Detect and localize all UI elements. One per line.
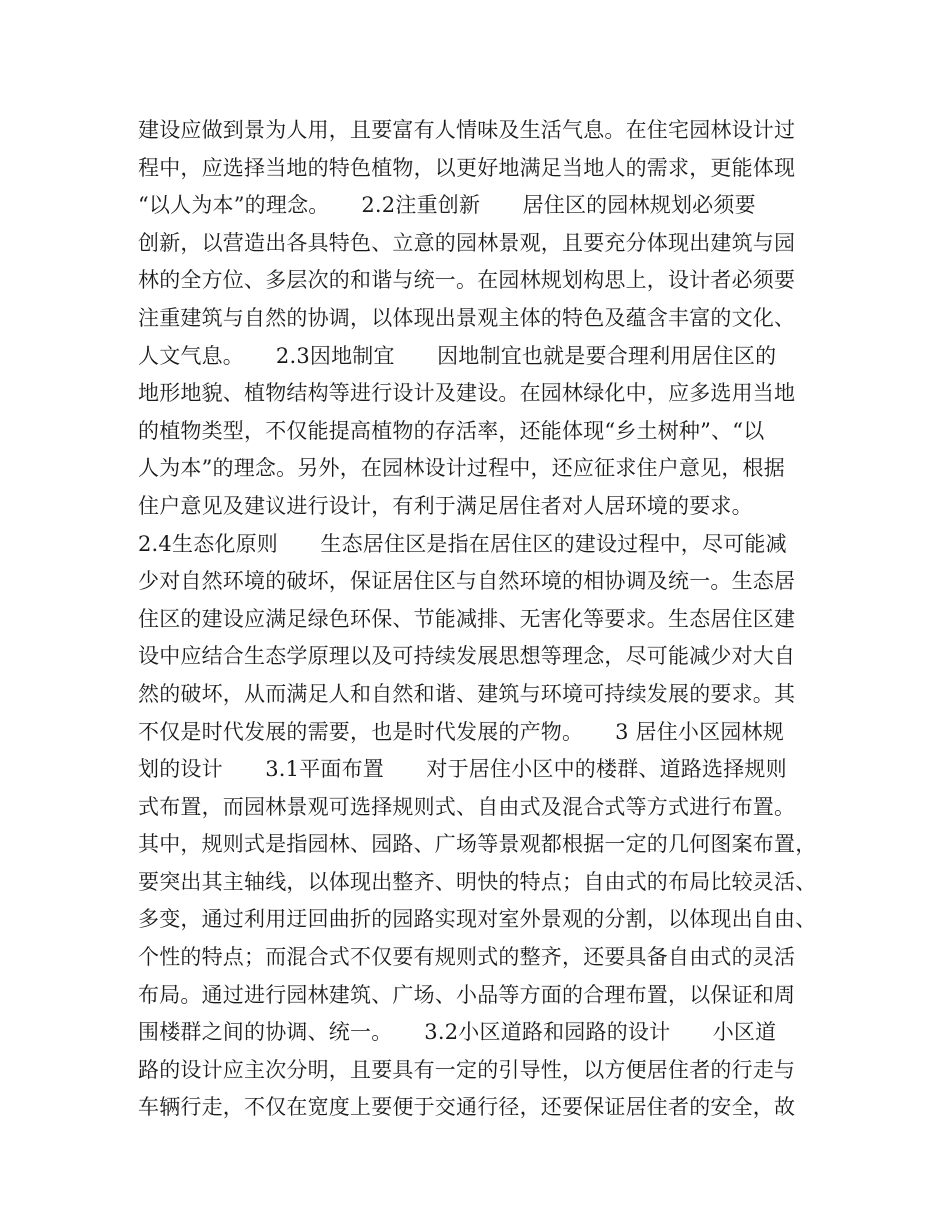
text-line: “以人为本”的理念。 2.2注重创新 居住区的园林规划必须要 <box>138 193 756 218</box>
text-line: 个性的特点；而混合式不仅要有规则式的整齐，还要具备自由式的灵活 <box>138 945 796 970</box>
text-line: 人文气息。 2.3因地制宜 因地制宜也就是要合理利用居住区的 <box>138 343 777 368</box>
text-line: 然的破坏，从而满足人和自然和谐、建筑与环境可持续发展的要求。其 <box>138 681 796 706</box>
text-line: 人为本”的理念。另外，在园林设计过程中，还应征求住户意见，根据 <box>138 456 785 481</box>
text-line: 设中应结合生态学原理以及可持续发展思想等理念，尽可能减少对大自 <box>138 644 796 669</box>
text-line: 布局。通过进行园林建筑、广场、小品等方面的合理布置，以保证和周 <box>138 982 796 1007</box>
text-line: 路的设计应主次分明，且要具有一定的引导性，以方便居住者的行走与 <box>138 1057 796 1082</box>
text-line: 划的设计 3.1平面布置 对于居住小区中的楼群、道路选择规则 <box>138 757 787 782</box>
text-line: 程中，应选择当地的特色植物，以更好地满足当地人的需求，更能体现 <box>138 155 796 180</box>
text-line: 创新，以营造出各具特色、立意的园林景观，且要充分体现出建筑与园 <box>138 230 796 255</box>
text-line: 林的全方位、多层次的和谐与统一。在园林规划构思上，设计者必须要 <box>138 268 796 293</box>
text-line: 围楼群之间的协调、统一。 3.2小区道路和园路的设计 小区道 <box>138 1020 777 1045</box>
text-line: 住户意见及建议进行设计，有利于满足居住者对人居环境的要求。 <box>138 493 785 518</box>
text-line: 要突出其主轴线，以体现出整齐、明快的特点；自由式的布局比较灵活、 <box>138 869 817 894</box>
text-line: 地形地貌、植物结构等进行设计及建设。在园林绿化中，应多选用当地 <box>138 381 796 406</box>
text-line: 式布置，而园林景观可选择规则式、自由式及混合式等方式进行布置。 <box>138 794 796 819</box>
text-line: 2.4生态化原则 生态居住区是指在居住区的建设过程中，尽可能减 <box>138 531 787 556</box>
text-line: 的植物类型，不仅能提高植物的存活率，还能体现“乡土树种”、“以 <box>138 418 765 443</box>
text-line: 少对自然环境的破坏，保证居住区与自然环境的相协调及统一。生态居 <box>138 569 796 594</box>
text-line: 注重建筑与自然的协调，以体现出景观主体的特色及蕴含丰富的文化、 <box>138 305 796 330</box>
text-line: 车辆行走，不仅在宽度上要便于交通行径，还要保证居住者的安全，故 <box>138 1095 796 1120</box>
text-line: 其中，规则式是指园林、园路、广场等景观都根据一定的几何图案布置， <box>138 832 817 857</box>
text-line: 不仅是时代发展的需要，也是时代发展的产物。 3 居住小区园林规 <box>138 719 784 744</box>
text-line: 住区的建设应满足绿色环保、节能减排、无害化等要求。生态居住区建 <box>138 606 796 631</box>
text-line: 多变，通过利用迂回曲折的园路实现对室外景观的分割，以体现出自由、 <box>138 907 817 932</box>
text-line: 建设应做到景为人用，且要富有人情味及生活气息。在住宅园林设计过 <box>138 118 796 142</box>
body-text <box>138 112 828 1127</box>
